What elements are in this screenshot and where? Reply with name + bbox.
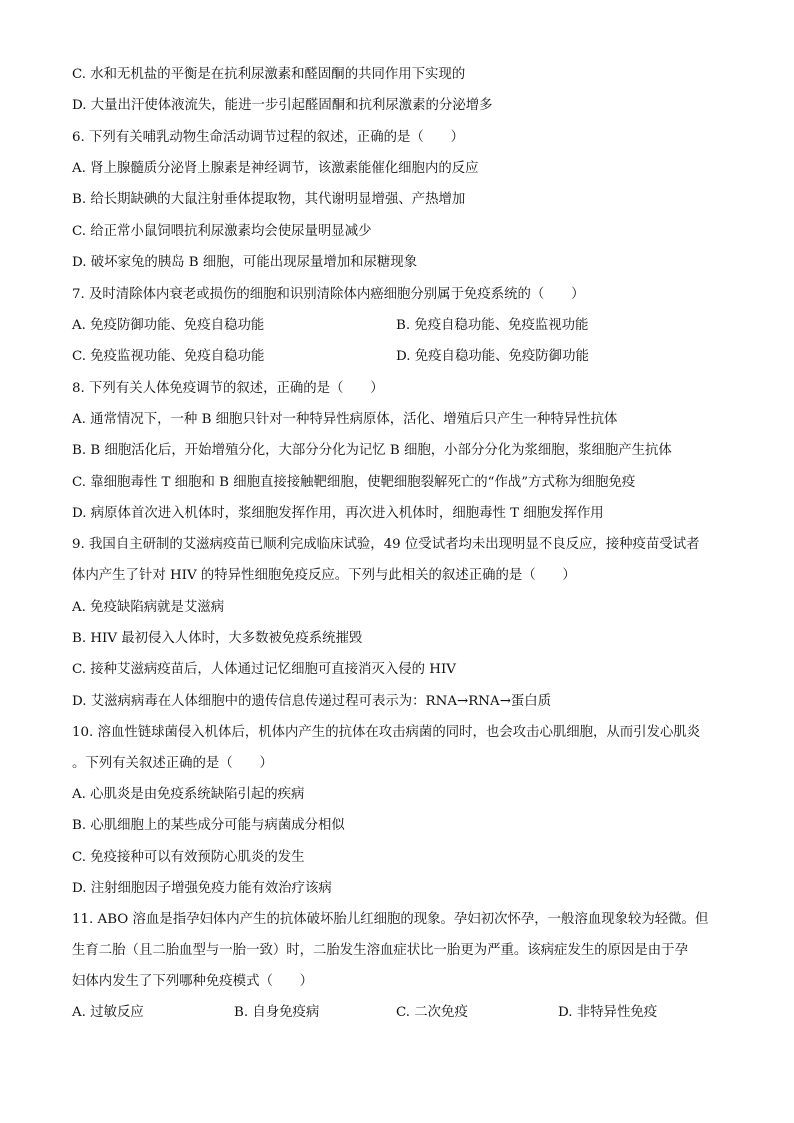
q10-stem-line-2: 。下列有关叙述正确的是（ ）: [72, 756, 273, 771]
q9-option-d: D. 艾滋病病毒在人体细胞中的遗传信息传递过程可表示为：RNA→RNA→蛋白质: [72, 694, 552, 709]
q7-option-a: A. 免疫防御功能、免疫自稳功能: [72, 318, 265, 333]
q10-stem-line-1: 10. 溶血性链球菌侵入机体后，机体内产生的抗体在攻击病菌的同时，也会攻击心肌细胞，从而引发心肌炎: [72, 725, 701, 740]
q10-option-a: A. 心肌炎是由免疫系统缺陷引起的疾病: [72, 787, 305, 802]
q6-stem: 6. 下列有关哺乳动物生命活动调节过程的叙述，正确的是（ ）: [72, 130, 464, 145]
q6-option-b: B. 给长期缺碘的大鼠注射垂体提取物，其代谢明显增强、产热增加: [72, 192, 466, 207]
q9-option-b: B. HIV 最初侵入人体时，大多数被免疫系统摧毁: [72, 631, 363, 646]
q7-options-row-2: [72, 348, 732, 366]
q7-option-d: D. 免疫自稳功能、免疫防御功能: [396, 349, 589, 364]
q10-option-d: D. 注射细胞因子增强免疫力能有效治疗该病: [72, 881, 332, 896]
q10-option-b: B. 心肌细胞上的某些成分可能与病菌成分相似: [72, 818, 345, 833]
q11-stem-line-1: 11. ABO 溶血是指孕妇体内产生的抗体破坏胎儿红细胞的现象。孕妇初次怀孕，一般溶血现象较为轻微。但: [72, 912, 709, 927]
q8-option-b: B. B 细胞活化后，开始增殖分化，大部分分化为记忆 B 细胞，小部分分化为浆细胞，浆细胞产生抗体: [72, 443, 672, 458]
q9-stem-line-2: 体内产生了针对 HIV 的特异性细胞免疫反应。下列与此相关的叙述正确的是（ ）: [72, 568, 576, 583]
q11-option-a: A. 过敏反应: [72, 1005, 144, 1020]
q11-option-d: D. 非特异性免疫: [558, 1005, 658, 1020]
q5-option-d: D. 大量出汗使体液流失，能进一步引起醛固酮和抗利尿激素的分泌增多: [72, 98, 493, 113]
q11-stem-line-2: 生育二胎（且二胎血型与一胎一致）时，二胎发生溶血症状比一胎更为严重。该病症发生的原因是由于孕: [72, 943, 688, 958]
q7-stem: 7. 及时清除体内衰老或损伤的细胞和识别清除体内癌细胞分别属于免疫系统的（ ）: [72, 287, 585, 302]
q6-option-c: C. 给正常小鼠饲喂抗利尿激素均会使尿量明显减少: [72, 224, 372, 239]
q6-option-d: D. 破坏家兔的胰岛 B 细胞，可能出现尿量增加和尿糖现象: [72, 255, 418, 270]
q11-option-c: C. 二次免疫: [396, 1005, 468, 1020]
q8-option-d: D. 病原体首次进入机体时，浆细胞发挥作用，再次进入机体时，细胞毒性 T 细胞发挥作用: [72, 506, 604, 521]
q7-option-c: C. 免疫监视功能、免疫自稳功能: [72, 349, 265, 364]
q7-options-row-1: [72, 317, 732, 335]
q8-option-a: A. 通常情况下，一种 B 细胞只针对一种特异性病原体，活化、增殖后只产生一种特异性抗体: [72, 412, 618, 427]
q9-option-c: C. 接种艾滋病疫苗后，人体通过记忆细胞可直接消灭入侵的 HIV: [72, 662, 456, 677]
q8-stem: 8. 下列有关人体免疫调节的叙述，正确的是（ ）: [72, 381, 384, 396]
q7-option-b: B. 免疫自稳功能、免疫监视功能: [396, 318, 589, 333]
q8-option-c: C. 靠细胞毒性 T 细胞和 B 细胞直接接触靶细胞，使靶细胞裂解死亡的“作战”方式称为细胞免疫: [72, 475, 636, 490]
q11-options-row: [72, 1004, 732, 1022]
q9-option-a: A. 免疫缺陷病就是艾滋病: [72, 600, 225, 615]
q5-option-c: C. 水和无机盐的平衡是在抗利尿激素和醛固酮的共同作用下实现的: [72, 67, 466, 82]
q10-option-c: C. 免疫接种可以有效预防心肌炎的发生: [72, 850, 305, 865]
q9-stem-line-1: 9. 我国自主研制的艾滋病疫苗已顺利完成临床试验，49 位受试者均未出现明显不良反应，接种疫苗受试者: [72, 537, 700, 552]
q11-option-b: B. 自身免疫病: [234, 1005, 320, 1020]
q11-stem-line-3: 妇体内发生了下列哪种免疫模式（ ）: [72, 974, 314, 989]
q6-option-a: A. 肾上腺髓质分泌肾上腺素是神经调节，该激素能催化细胞内的反应: [72, 161, 479, 176]
